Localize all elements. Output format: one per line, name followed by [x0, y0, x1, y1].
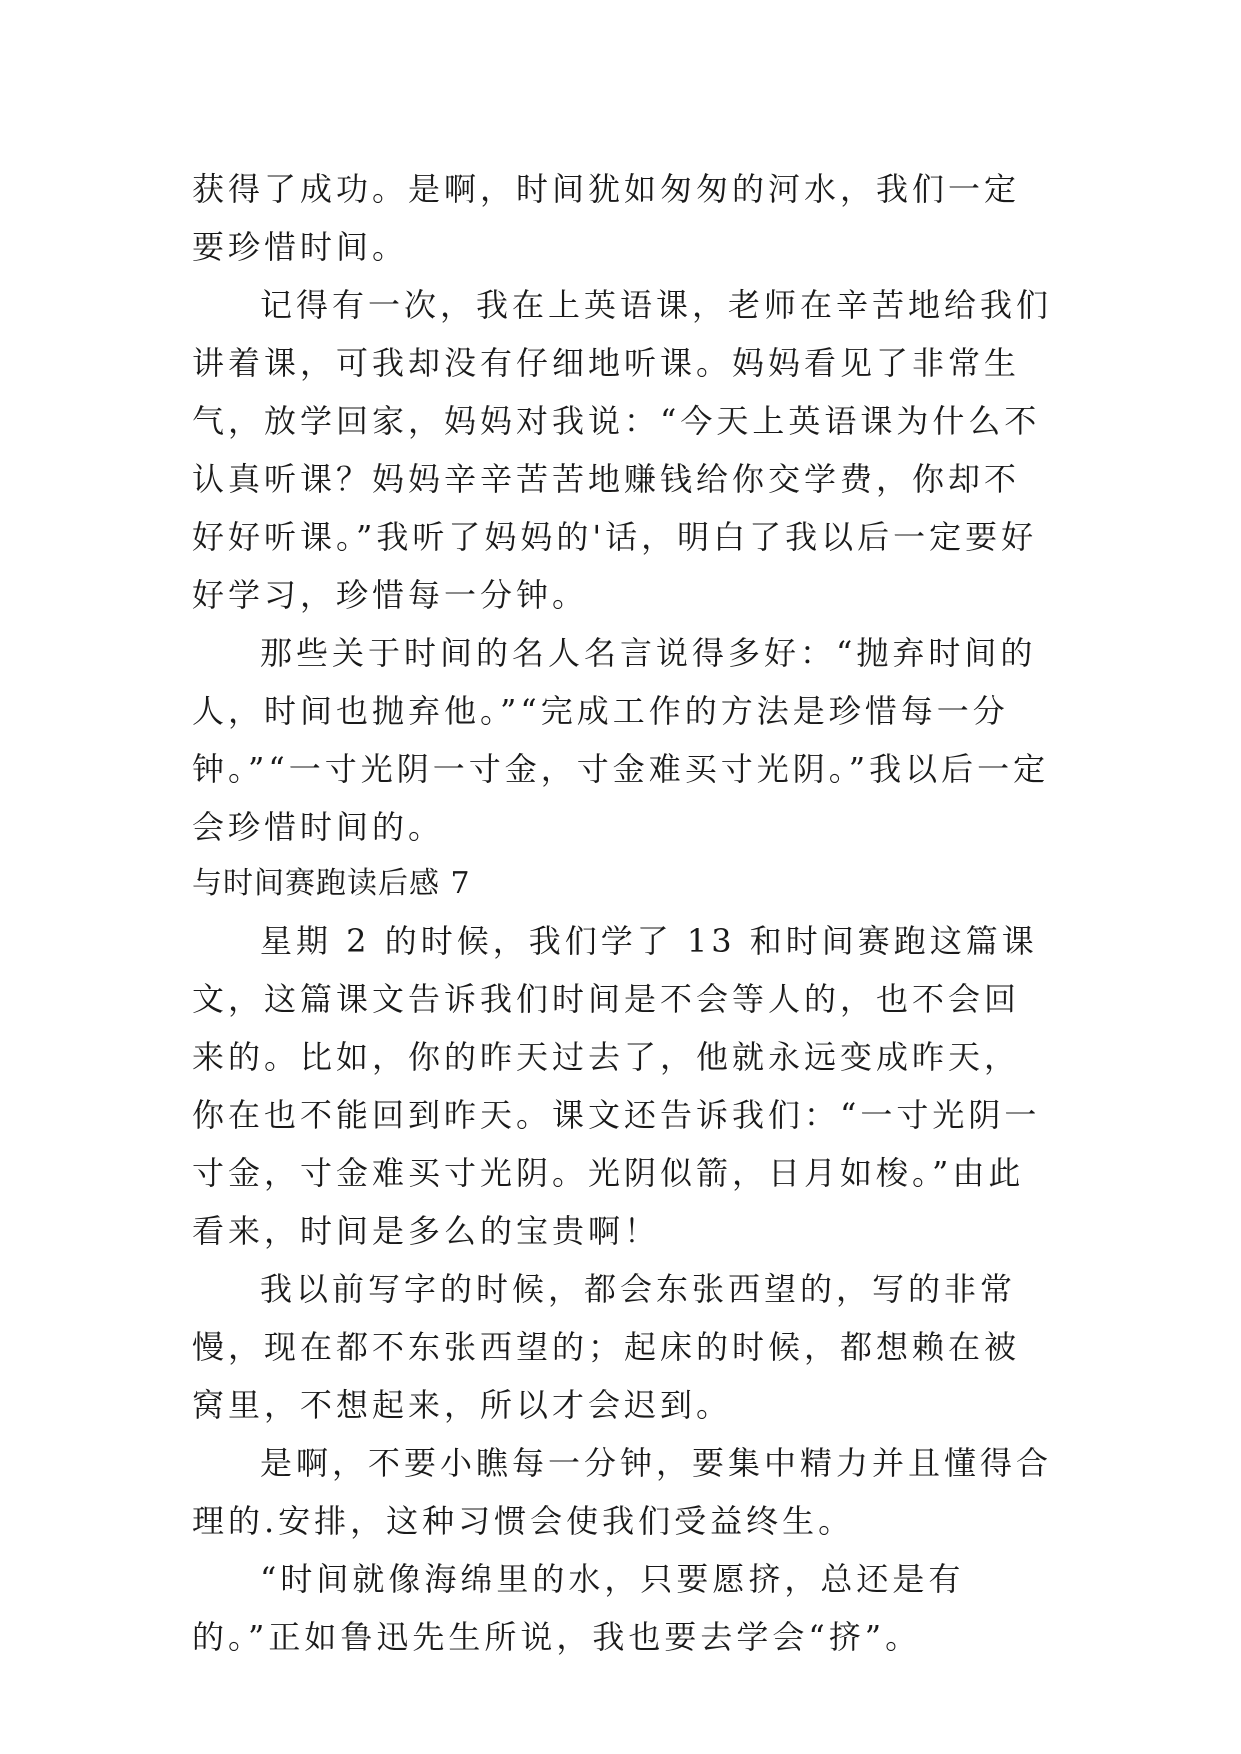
- document-body: [192, 160, 1052, 1666]
- paragraph-5: 我以前写字的时候，都会东张西望的，写的非常慢，现在都不东张西望的；起床的时候，都想赖在被窝里，不想起来，所以才会迟到。: [192, 1270, 1021, 1424]
- paragraph-6: 是啊，不要小瞧每一分钟，要集中精力并且懂得合理的.安排，这种习惯会使我们受益终生。: [192, 1444, 1053, 1540]
- paragraph-7: “时间就像海绵里的水，只要愿挤，总还是有的。”正如鲁迅先生所说，我也要去学会“挤”。: [192, 1560, 965, 1656]
- paragraph-4: 星期 2 的时候，我们学了 13 和时间赛跑这篇课文，这篇课文告诉我们时间是不会等人的，也不会回来的。比如，你的昨天过去了，他就永远变成昨天，你在也不能回到昨天。课文还告诉我们：“一寸光阴一寸金，寸金难买寸光阴。光阴似箭，日月如梭。”由此看来，时间是多么的宝贵啊！: [192, 922, 1041, 1250]
- paragraph-1: 获得了成功。是啊，时间犹如匆匆的河水，我们一定要珍惜时间。: [192, 170, 1021, 266]
- paragraph-3: 那些关于时间的名人名言说得多好：“抛弃时间的人，时间也抛弃他。”“完成工作的方法是珍惜每一分钟。”“一寸光阴一寸金，寸金难买寸光阴。”我以后一定会珍惜时间的。: [192, 634, 1050, 846]
- paragraph-2: 记得有一次，我在上英语课，老师在辛苦地给我们讲着课，可我却没有仔细地听课。妈妈看见了非常生气，放学回家，妈妈对我说：“今天上英语课为什么不认真听课？妈妈辛辛苦苦地赚钱给你交学费，你却不好好听课。”我听了妈妈的'话，明白了我以后一定要好好学习，珍惜每一分钟。: [192, 286, 1053, 614]
- section-heading: 与时间赛跑读后感 7: [192, 866, 471, 901]
